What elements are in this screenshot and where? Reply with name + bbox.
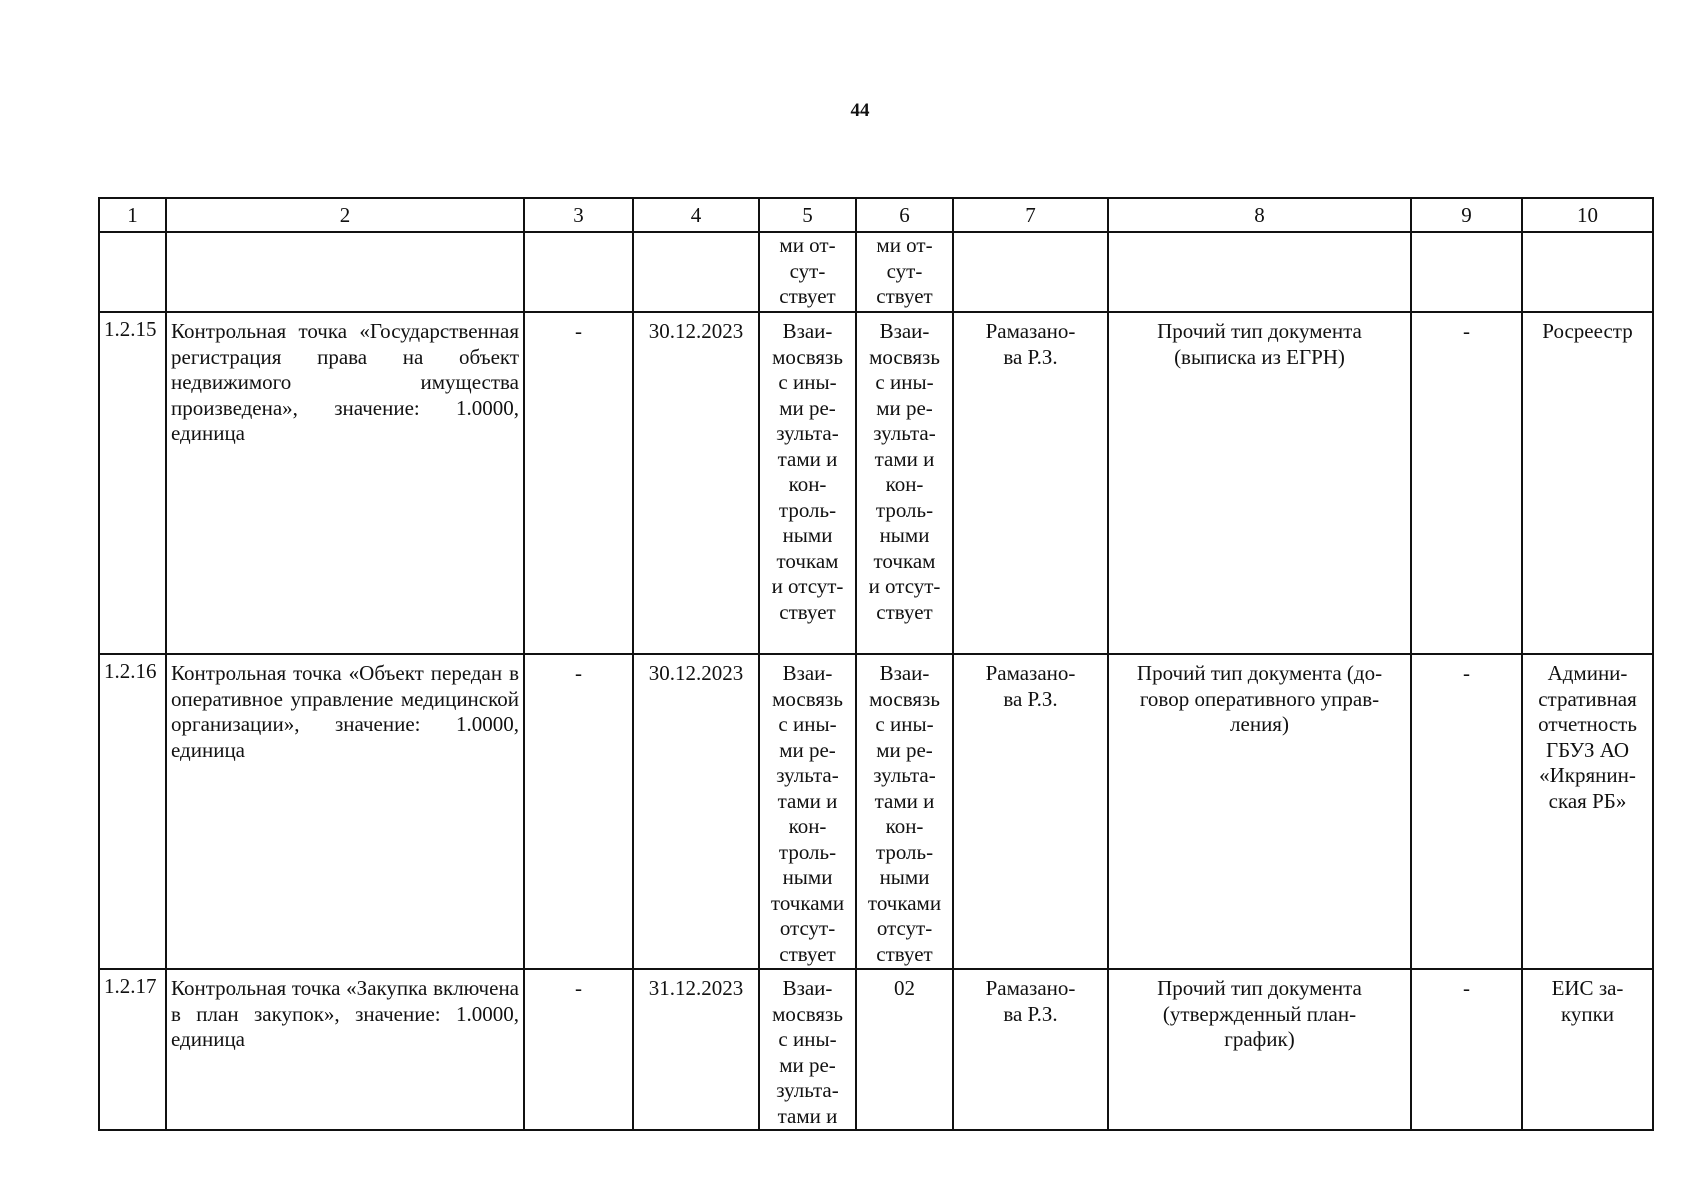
document-type-cell: Прочий тип документа (утвержденный план- график) [1108,969,1411,1130]
table-cell [1411,232,1522,312]
responsible-cell: Рамазано- ва Р.З. [953,312,1108,654]
column-header: 4 [633,198,759,232]
column-header: 5 [759,198,856,232]
relation-cell: Взаи- мосвязь с ины- ми ре- зульта- тами и кон- троль- ными точками отсут- ствует [759,654,856,969]
table-row [99,969,1653,1130]
row-number: 1.2.16 [99,654,166,969]
column-header: 7 [953,198,1108,232]
column-header: 10 [1522,198,1653,232]
page-number: 44 [850,100,870,121]
table-cell: - [524,312,633,654]
table-row [99,312,1653,654]
column-header: 8 [1108,198,1411,232]
row-number: 1.2.17 [99,969,166,1130]
table-cell [99,232,166,312]
column-header: 9 [1411,198,1522,232]
table-row [99,654,1653,969]
relation-cell: Взаи- мосвязь с ины- ми ре- зульта- тами и кон- троль- ными точкам и отсут- ствует [759,312,856,654]
continuation-row [99,232,1653,312]
document-type-cell: Прочий тип документа (до- говор оперативного управ- ления) [1108,654,1411,969]
relation-cell: ми от- сут- ствует [759,232,856,312]
table-cell [166,232,524,312]
source-cell: Админи- стративная отчетность ГБУЗ АО «Икрянин- ская РБ» [1522,654,1653,969]
relation-cell: 02 [856,969,953,1130]
table-cell [953,232,1108,312]
source-cell: Росреестр [1522,312,1653,654]
header-row [99,198,1653,232]
table-cell: - [1411,969,1522,1130]
checkpoint-name: Контрольная точка «Государственная регистрация права на объект недвижимого имущества произведена», значение: 1.0000, единица [166,312,524,654]
column-header: 1 [99,198,166,232]
date-cell: 30.12.2023 [633,312,759,654]
table-cell [1522,232,1653,312]
date-cell: 30.12.2023 [633,654,759,969]
table-cell: - [1411,312,1522,654]
table-cell [1108,232,1411,312]
row-number: 1.2.15 [99,312,166,654]
column-header: 6 [856,198,953,232]
table-cell: - [524,969,633,1130]
checkpoint-name: Контрольная точка «Объект передан в оперативное управление медицинской организации», значение: 1.0000, единица [166,654,524,969]
document-type-cell: Прочий тип документа (выписка из ЕГРН) [1108,312,1411,654]
relation-cell: Взаи- мосвязь с ины- ми ре- зульта- тами и [759,969,856,1130]
table-cell [633,232,759,312]
checkpoint-name: Контрольная точка «Закупка включена в план закупок», значение: 1.0000, единица [166,969,524,1130]
column-header: 2 [166,198,524,232]
table-cell: - [524,654,633,969]
table-cell [524,232,633,312]
relation-cell: Взаи- мосвязь с ины- ми ре- зульта- тами и кон- троль- ными точкам и отсут- ствует [856,312,953,654]
relation-cell: ми от- сут- ствует [856,232,953,312]
table-cell: - [1411,654,1522,969]
relation-cell: Взаи- мосвязь с ины- ми ре- зульта- тами и кон- троль- ными точками отсут- ствует [856,654,953,969]
source-cell: ЕИС за- купки [1522,969,1653,1130]
responsible-cell: Рамазано- ва Р.З. [953,654,1108,969]
date-cell: 31.12.2023 [633,969,759,1130]
plan-table [98,197,1654,1131]
responsible-cell: Рамазано- ва Р.З. [953,969,1108,1130]
column-header: 3 [524,198,633,232]
